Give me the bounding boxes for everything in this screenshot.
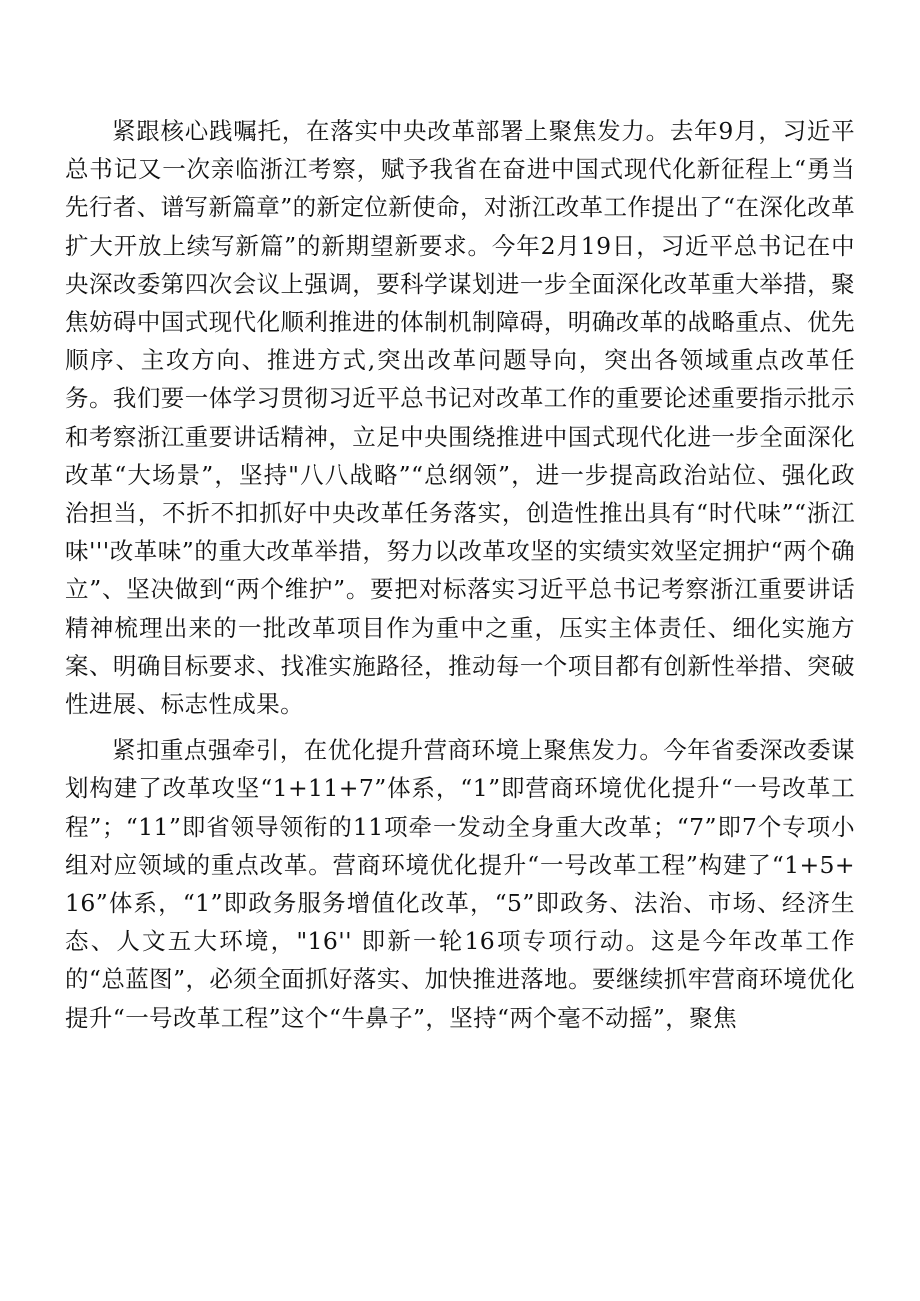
paragraph-reform-deployment: 紧跟核心践嘱托，在落实中央改革部署上聚焦发力。去年9月，习近平总书记又一次亲临浙江考察，赋予我省在奋进中国式现代化新征程上“勇当先行者、谱写新篇章”的新定位新使命，对浙江改革工作提出了“在深化改革扩大开放上续写新篇”的新期望新要求。今年2月19日，习近平总书记在中央深改委第四次会议上强调，要科学谋划进一步全面深化改革重大举措，聚焦妨碍中国式现代化顺利推进的体制机制障碍，明确改革的战略重点、优先顺序、主攻方向、推进方式,突出改革问题导向，突出各领域重点改革任务。我们要一体学习贯彻习近平总书记对改革工作的重要论述重要指示批示和考察浙江重要讲话精神，立足中央围绕推进中国式现代化进一步全面深化改革“大场景”，坚持"八八战略”“总纲领”，进一步提高政治站位、强化政治担当，不折不扣抓好中央改革任务落实，创造性推出具有“时代味”“浙江味'''改革味”的重大改革举措，努力以改革攻坚的实绩实效坚定拥护“两个确立”、坚决做到“两个维护”。要把对标落实习近平总书记考察浙江重要讲话精神梳理出来的一批改革项目作为重中之重，压实主体责任、细化实施方案、明确目标要求、找准实施路径，推动每一个项目都有创新性举措、突破性进展、标志性成果。 <box>65 117 855 719</box>
paragraph-business-environment: 紧扣重点强牵引，在优化提升营商环境上聚焦发力。今年省委深改委谋划构建了改革攻坚“1+11+7”体系，“1”即营商环境优化提升“一号改革工程”；“11”即省领导领衔的11项牵一发动全身重大改革；“7”即7个专项小组对应领域的重点改革。营商环境优化提升“一号改革工程”构建了“1+5+16”体系，“1”即政务服务增值化改革，“5”即政务、法治、市场、经济生态、人文五大环境，"16'' 即新一轮16项专项行动。这是今年改革工作的“总蓝图”，必须全面抓好落实、加快推进落地。要继续抓牢营商环境优化提升“一号改革工程”这个“牛鼻子”，坚持“两个毫不动摇”，聚焦 <box>65 736 855 1032</box>
document-body <box>65 112 855 1037</box>
